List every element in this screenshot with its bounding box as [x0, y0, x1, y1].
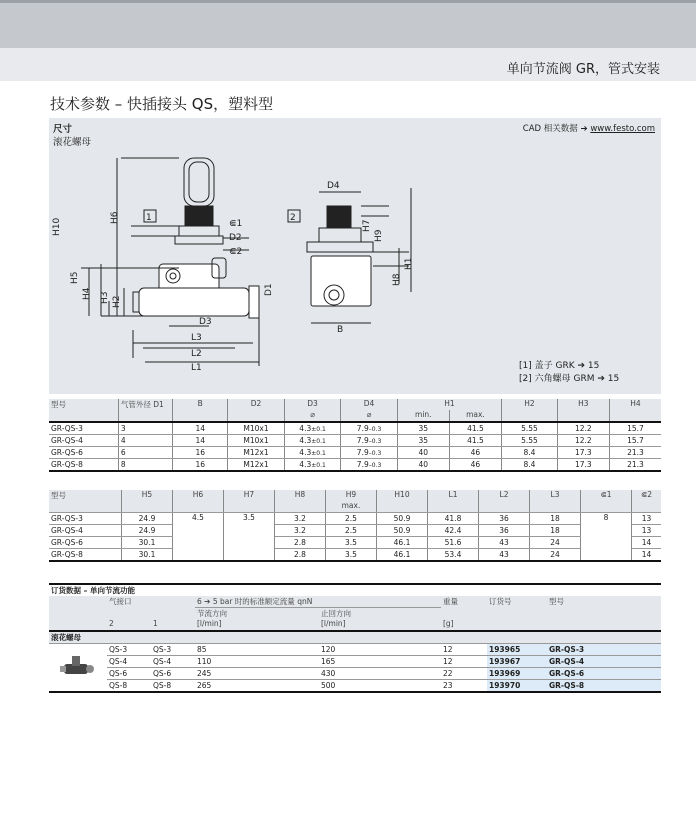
th2-model: 型号 [49, 490, 122, 501]
connector [139, 288, 249, 316]
label-b: B [337, 325, 344, 335]
dimension-subtitle: 滚花螺母 [53, 137, 92, 148]
table-cell: 50.9 [377, 513, 428, 525]
th-model: 型号 [49, 399, 118, 410]
table-cell: 14 [173, 435, 228, 447]
legend-item-2: [2] 六角螺母 GRM ➔ 15 [519, 374, 620, 384]
right-hex-nut [319, 228, 361, 242]
table-cell: M12x1 [228, 459, 284, 472]
table-cell: 12 [441, 644, 487, 656]
th-h3: H3 [557, 399, 609, 410]
label-h4: H4 [82, 287, 92, 300]
table-cell: 22 [441, 668, 487, 680]
table-cell: 35 [397, 422, 449, 435]
table-cell: QS-3 [151, 644, 195, 656]
label-h1: H1 [404, 257, 414, 270]
table-cell: GR-QS-8 [547, 680, 661, 693]
table-cell: 430 [319, 668, 441, 680]
table-cell: 85 [195, 644, 319, 656]
table-cell: 43 [479, 549, 530, 562]
oh-unit3: [g] [441, 619, 487, 631]
dimension-table-1 [49, 399, 661, 472]
oh-stop: 止回方向 [319, 608, 441, 620]
table-cell: 2.8 [275, 537, 326, 549]
table-cell: M10x1 [228, 435, 284, 447]
table-cell [49, 619, 107, 631]
table-cell: 8 [118, 459, 172, 472]
label-c2: ⋐2 [229, 247, 243, 257]
table-cell: 193970 [487, 680, 547, 693]
table-cell: 13 [632, 525, 662, 537]
table-cell: 193965 [487, 644, 547, 656]
th-c1: ⋐1 [581, 490, 632, 501]
table-cell: 14 [632, 537, 662, 549]
th-d4: D4 [341, 399, 397, 410]
table-cell: 36 [479, 525, 530, 537]
th-h8: H8 [275, 490, 326, 501]
th-h10: H10 [377, 490, 428, 501]
table-cell: 41.5 [449, 422, 501, 435]
label-h10: H10 [52, 217, 62, 236]
label-h6: H6 [110, 211, 120, 224]
table-cell: 14 [173, 422, 228, 435]
header-title: 单向节流阀 GR，管式安装 [506, 62, 660, 77]
table-cell [377, 501, 428, 513]
th-d2: D2 [228, 399, 284, 410]
table-row [49, 513, 661, 525]
table-cell: 3.2 [275, 513, 326, 525]
table-cell: 16 [173, 459, 228, 472]
table-cell: 265 [195, 680, 319, 693]
table-cell: 46 [449, 447, 501, 459]
table-cell [547, 608, 661, 620]
table-cell: 16 [173, 447, 228, 459]
label-l3: L3 [191, 333, 202, 343]
table-cell: 3.2 [275, 525, 326, 537]
order-row [49, 668, 661, 680]
table-row [49, 537, 661, 549]
table-cell: GR-QS-4 [49, 525, 122, 537]
table-cell: 12.2 [557, 435, 609, 447]
oh-type: 型号 [549, 597, 564, 606]
dimension-title: 尺寸 [53, 124, 73, 135]
table-cell: 8 [581, 513, 632, 562]
th-h7: H7 [224, 490, 275, 501]
th-h9: H9 [326, 490, 377, 501]
table-cell: 4.5 [173, 513, 224, 562]
table-cell [632, 501, 662, 513]
table-cell: 41.8 [428, 513, 479, 525]
table-cell [581, 501, 632, 513]
table-cell: M10x1 [228, 422, 284, 435]
table-cell: QS-6 [151, 668, 195, 680]
table-cell: 18 [530, 513, 581, 525]
cap-inner [189, 162, 209, 202]
table-cell [428, 501, 479, 513]
table-cell: QS-4 [151, 656, 195, 668]
label-h7: H7 [362, 219, 372, 232]
label-d2: D2 [229, 233, 242, 243]
table-cell [487, 619, 547, 631]
table-cell: 41.5 [449, 435, 501, 447]
table-cell [151, 608, 195, 620]
label-d4: D4 [327, 181, 340, 191]
table-cell [173, 501, 224, 513]
table-cell: 245 [195, 668, 319, 680]
thread [175, 236, 223, 244]
table-cell: 15.7 [609, 435, 661, 447]
table-cell: 193969 [487, 668, 547, 680]
th-b: B [173, 399, 228, 410]
table-cell: 46.1 [377, 549, 428, 562]
table-cell: GR-QS-3 [49, 513, 122, 525]
th-l2: L2 [479, 490, 530, 501]
table-cell: 21.3 [609, 447, 661, 459]
table-cell [118, 410, 172, 422]
table-cell: QS-8 [151, 680, 195, 693]
th-h6: H6 [173, 490, 224, 501]
table-cell: QS-3 [107, 644, 151, 656]
th-d3: D3 [284, 399, 341, 410]
table-cell [107, 608, 151, 620]
dimension-table-2 [49, 490, 661, 562]
callout-1: 1 [146, 213, 152, 223]
table-cell: 13 [632, 513, 662, 525]
th-h2: H2 [502, 399, 558, 410]
right-knurled-nut [327, 206, 351, 228]
table-cell [441, 608, 487, 620]
label-h5: H5 [70, 271, 80, 284]
table-cell: 30.1 [122, 549, 173, 562]
table-cell: M12x1 [228, 447, 284, 459]
table-cell: 15.7 [609, 422, 661, 435]
table-cell: 43 [479, 537, 530, 549]
table-cell [173, 410, 228, 422]
table-cell: GR-QS-4 [547, 656, 661, 668]
th-h1-max: max. [449, 410, 501, 422]
label-h3: H3 [100, 291, 110, 304]
knurled-nut [185, 206, 213, 226]
table-row [49, 435, 661, 447]
table-cell: GR-QS-3 [49, 422, 118, 435]
table-cell: 46.1 [377, 537, 428, 549]
table-cell: 30.1 [122, 537, 173, 549]
table-cell [122, 501, 173, 513]
th-h9-sub: max. [326, 501, 377, 513]
table-cell: 3.5 [326, 537, 377, 549]
table-cell: 21.3 [627, 460, 644, 469]
oh-unit2: [l/min] [319, 619, 441, 631]
oh-port: 气接口 [109, 597, 132, 606]
table-cell [228, 410, 284, 422]
table-cell: 53.4 [428, 549, 479, 562]
th-h5: H5 [122, 490, 173, 501]
table-cell [502, 410, 558, 422]
table-cell: 7.9–0.3 [341, 447, 397, 459]
cad-link[interactable]: CAD 相关数据 ➔ www.festo.com [522, 124, 655, 134]
table-cell: 2.5 [326, 513, 377, 525]
page-title: 技术参数 – 快插接头 QS，塑料型 [50, 95, 274, 113]
label-h2: H2 [112, 295, 122, 308]
table-cell: 35 [397, 435, 449, 447]
th-h1-min: min. [397, 410, 449, 422]
th-d3-sub: ⌀ [284, 410, 341, 422]
table-cell [479, 501, 530, 513]
order-row [49, 680, 661, 693]
table-cell [530, 501, 581, 513]
right-thread-nut [307, 242, 373, 252]
table-cell: 12 [441, 656, 487, 668]
th-h1: H1 [397, 399, 501, 410]
table-cell: QS-6 [107, 668, 151, 680]
table-cell: GR-QS-6 [49, 447, 118, 459]
table-cell: 3.5 [326, 549, 377, 562]
table-cell: GR-QS-3 [547, 644, 661, 656]
table-cell: 4 [118, 435, 172, 447]
table-cell [547, 619, 661, 631]
table-cell [609, 410, 661, 422]
table-row [49, 525, 661, 537]
table-cell: 40 [397, 447, 449, 459]
table-cell: 42.4 [428, 525, 479, 537]
label-d3: D3 [199, 317, 212, 327]
order-row [49, 656, 661, 668]
table-cell: GR-QS-4 [49, 435, 118, 447]
table-cell [49, 596, 107, 608]
table-cell: 4.3±0.1 [284, 459, 341, 472]
table-cell: 8.4 [502, 459, 558, 472]
table-cell: 40 [397, 459, 449, 472]
table-cell: 18 [530, 525, 581, 537]
table-cell: 110 [195, 656, 319, 668]
table-row [49, 422, 661, 435]
order-section: 滚花螺母 [49, 631, 661, 644]
table-cell: 165 [319, 656, 441, 668]
order-title: 订货数据 – 单向节流功能 [51, 586, 135, 595]
table-row [49, 549, 661, 562]
callout-2: 2 [290, 213, 296, 223]
table-cell: 7.9–0.3 [341, 435, 397, 447]
oh-unit1: [l/min] [195, 619, 319, 631]
table-cell: 8.4 [502, 447, 558, 459]
th-l3: L3 [530, 490, 581, 501]
table-cell: 5.55 [502, 422, 558, 435]
th-d1: 气管外径 D1 [118, 399, 172, 410]
table-cell: 7.9–0.3 [341, 422, 397, 435]
table-cell: 4.3±0.1 [284, 435, 341, 447]
label-h8: H8 [392, 273, 402, 286]
release-ring [249, 286, 259, 318]
table-cell [557, 410, 609, 422]
table-cell: 24.9 [122, 513, 173, 525]
product-icon [49, 644, 107, 693]
table-cell: 24.9 [122, 525, 173, 537]
label-l1: L1 [191, 363, 202, 373]
table-cell: 193967 [487, 656, 547, 668]
table-cell: 6 [118, 447, 172, 459]
table-cell [224, 501, 275, 513]
table-cell [487, 608, 547, 620]
hex-nut [179, 226, 219, 236]
table-row [49, 447, 661, 459]
table-cell: 5.55 [502, 435, 558, 447]
th-h4: H4 [630, 399, 641, 408]
table-cell: 7.9–0.3 [341, 459, 397, 472]
dimension-drawing [49, 118, 661, 394]
table-cell: QS-4 [107, 656, 151, 668]
table-cell: 17.3 [557, 459, 609, 472]
label-c1: ⋐1 [229, 219, 243, 229]
oh-flow: 6 ➔ 5 bar 时的标准额定流量 qnN [197, 597, 313, 606]
table-cell [49, 501, 122, 513]
table-cell: 17.3 [557, 447, 609, 459]
table-cell: 2.8 [275, 549, 326, 562]
right-body [311, 256, 371, 306]
label-d1: D1 [264, 283, 274, 296]
oh-p1: 1 [151, 619, 195, 631]
table-cell: GR-QS-8 [49, 459, 118, 472]
table-cell: 120 [319, 644, 441, 656]
table-cell: 12.2 [557, 422, 609, 435]
table-cell: 500 [319, 680, 441, 693]
label-h9: H9 [374, 229, 384, 242]
table-cell [49, 410, 118, 422]
table-cell: 23 [441, 680, 487, 693]
order-table [49, 583, 661, 693]
th-c2: ⋐2 [640, 490, 653, 499]
oh-throttle: 节流方向 [195, 608, 319, 620]
table-cell [275, 501, 326, 513]
label-l2: L2 [191, 349, 202, 359]
table-row [49, 459, 661, 472]
table-cell: 3 [118, 422, 172, 435]
legend-item-1: [1] 盖子 GRK ➔ 15 [519, 361, 600, 371]
table-cell: 4.3±0.1 [284, 447, 341, 459]
table-cell: 36 [479, 513, 530, 525]
oh-weight: 重量 [443, 597, 458, 606]
table-cell: 24 [530, 549, 581, 562]
table-cell: 50.9 [377, 525, 428, 537]
table-cell: 51.6 [428, 537, 479, 549]
table-cell: GR-QS-6 [49, 537, 122, 549]
oh-partno: 订货号 [489, 597, 512, 606]
table-cell: GR-QS-6 [547, 668, 661, 680]
dimension-panel [49, 118, 661, 394]
table-cell: 2.5 [326, 525, 377, 537]
table-cell: 3.5 [224, 513, 275, 562]
ring-left [133, 292, 139, 312]
oh-p2: 2 [107, 619, 151, 631]
table-cell: 24 [530, 537, 581, 549]
table-cell [49, 608, 107, 620]
table-cell: GR-QS-8 [49, 549, 122, 562]
top-band [0, 0, 696, 48]
th-l1: L1 [428, 490, 479, 501]
table-cell: 4.3±0.1 [284, 422, 341, 435]
table-cell: 14 [641, 550, 652, 559]
order-row [49, 644, 661, 656]
table-cell: QS-8 [107, 680, 151, 693]
th-d4-sub: ⌀ [341, 410, 397, 422]
table-cell: 46 [449, 459, 501, 472]
